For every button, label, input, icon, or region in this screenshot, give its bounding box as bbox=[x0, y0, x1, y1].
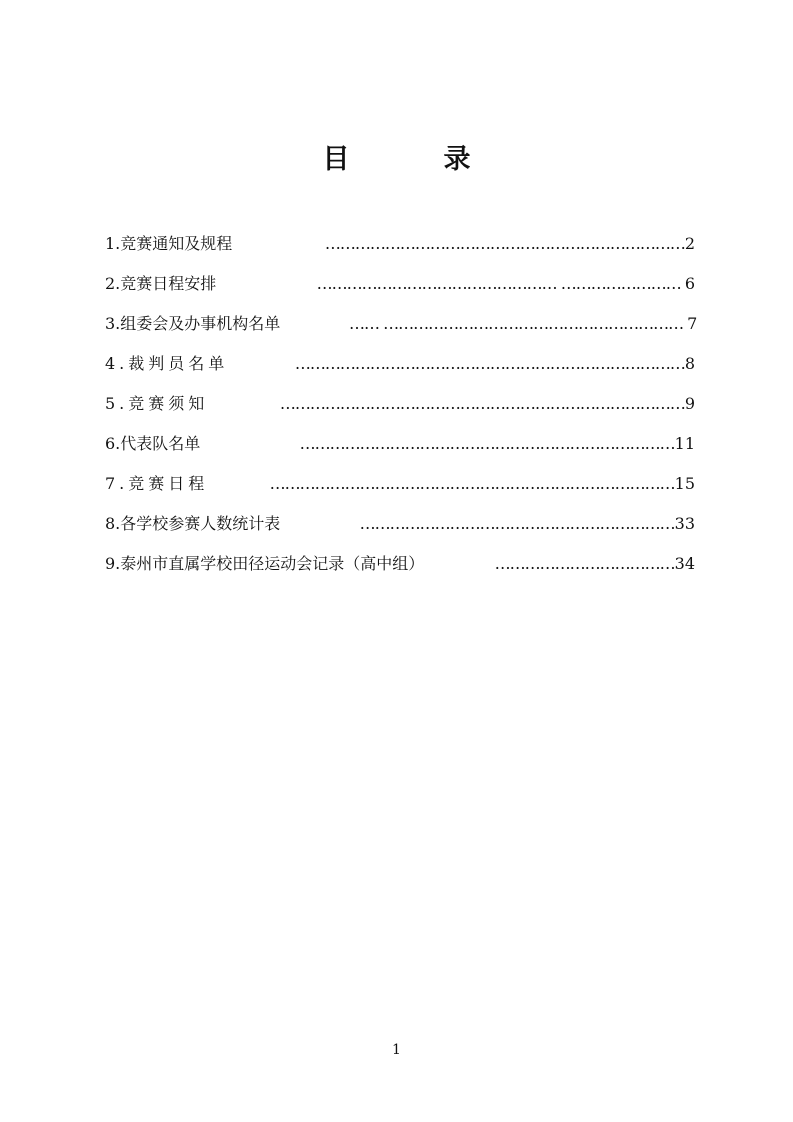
toc-entry-page: 9 bbox=[684, 394, 695, 413]
toc-entry-label: 2.竞赛日程安排 bbox=[105, 264, 216, 304]
page-number: 1 bbox=[392, 1042, 401, 1058]
toc-entry-4 bbox=[105, 344, 695, 384]
toc-entry-8 bbox=[105, 504, 695, 544]
toc-entry-page: 34 bbox=[674, 554, 695, 573]
toc-entry-dots: ……………………………………………………… bbox=[359, 514, 675, 533]
toc-entry-1 bbox=[105, 224, 695, 264]
toc-entry-page: 15 bbox=[674, 474, 695, 493]
toc-entry-label: 6.代表队名单 bbox=[105, 424, 200, 464]
toc-entry-leader bbox=[213, 464, 695, 504]
toc-entry-dots: ……………………………………………………………………… bbox=[279, 394, 685, 413]
toc-entry-leader bbox=[244, 424, 695, 464]
toc-entry-dots: ……………………………… bbox=[494, 554, 675, 573]
toc-entry-leader bbox=[349, 304, 698, 344]
toc-entry-dots: ………………………………………………………………… bbox=[299, 434, 675, 453]
toc-entry-label: 4.裁判员名单 bbox=[105, 344, 228, 384]
toc-entry-label: 5.竞赛须知 bbox=[105, 384, 208, 424]
toc-entry-page: 33 bbox=[674, 514, 695, 533]
page-title: 目 录 bbox=[322, 144, 471, 175]
toc-entry-2 bbox=[105, 264, 695, 304]
toc-entry-5 bbox=[105, 384, 695, 424]
toc-entry-leader bbox=[296, 224, 695, 264]
toc-entry-dots: ………………………………………… …………………… bbox=[316, 274, 685, 293]
toc-entry-leader bbox=[257, 344, 695, 384]
toc-entry-dots: ……………………………………………………………… bbox=[324, 234, 685, 253]
toc-entry-7 bbox=[105, 464, 695, 504]
toc-entry-leader bbox=[341, 504, 695, 544]
toc-entry-leader bbox=[296, 264, 695, 304]
toc-entry-leader bbox=[231, 384, 695, 424]
toc-entry-page: 7 bbox=[687, 314, 698, 333]
toc-entry-leader bbox=[477, 544, 695, 584]
toc-entry-6 bbox=[105, 424, 695, 464]
toc-entry-label: 1.竞赛通知及规程 bbox=[105, 224, 232, 264]
toc-entry-label: 8.各学校参赛人数统计表 bbox=[105, 504, 280, 544]
toc-entry-page: 6 bbox=[684, 274, 695, 293]
toc-entry-3 bbox=[105, 304, 698, 344]
toc-entry-9 bbox=[105, 544, 695, 584]
toc-entry-label: 7.竞赛日程 bbox=[105, 464, 208, 504]
toc-entry-page: 2 bbox=[684, 234, 695, 253]
toc-entry-dots: …………………………………………………………………… bbox=[294, 354, 685, 373]
toc-entry-page: 11 bbox=[674, 434, 695, 453]
toc-entry-label: 9.泰州市直属学校田径运动会记录（高中组） bbox=[105, 544, 424, 584]
toc-entry-dots: …… …………………………………………………… bbox=[349, 314, 688, 333]
toc-entry-dots: ……………………………………………………………………… bbox=[269, 474, 675, 493]
toc-entry-label: 3.组委会及办事机构名单 bbox=[105, 304, 280, 344]
toc-entry-page: 8 bbox=[684, 354, 695, 373]
table-of-contents bbox=[105, 224, 698, 584]
